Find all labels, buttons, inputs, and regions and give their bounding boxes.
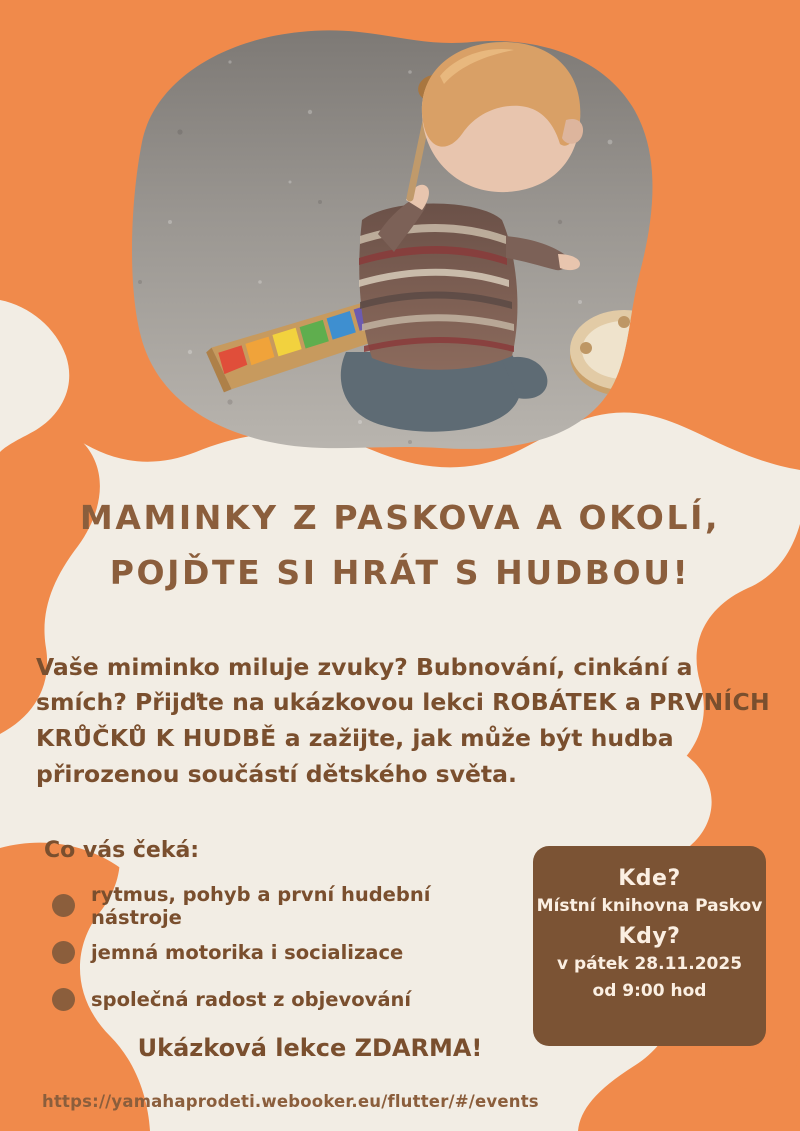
body-part-2: a	[616, 688, 650, 717]
body-part-3: a zažijte, jak může být hudba přirozenou součástí dětského světa.	[36, 723, 674, 788]
headline-line-1: MAMINKY Z PASKOVA A OKOLÍ,	[79, 498, 721, 537]
list-item-label: jemná motorika i socializace	[91, 941, 404, 964]
list-item-label: rytmus, pohyb a první hudební nástroje	[91, 882, 431, 929]
bullet-dot-icon	[52, 941, 75, 964]
where-value: Místní knihovna Paskov	[536, 896, 763, 916]
body-part-1: Vaše miminko miluje zvuky? Bubnování, cinkání a smích? Přijďte na ukázkovou lekci	[36, 652, 693, 717]
list-item	[52, 929, 522, 976]
when-label: Kdy?	[618, 923, 681, 949]
registration-url[interactable]: https://yamahaprodeti.webooker.eu/flutter/#/events	[42, 1092, 539, 1111]
body-emphasis-1: ROBÁTEK	[492, 688, 617, 717]
body-paragraph	[36, 650, 776, 793]
bullet-dot-icon	[52, 988, 75, 1011]
where-label: Kde?	[618, 866, 681, 891]
list-heading: Co vás čeká:	[44, 838, 200, 863]
benefits-list	[52, 882, 522, 1023]
bullet-dot-icon	[52, 894, 75, 917]
free-lesson-callout: Ukázková lekce ZDARMA!	[137, 1034, 483, 1062]
when-value-date: v pátek 28.11.2025	[556, 953, 743, 974]
baby-playing-xylophone-photo	[110, 22, 670, 454]
page-title	[0, 490, 800, 601]
list-item	[52, 976, 522, 1023]
headline-line-2: POJĎTE SI HRÁT S HUDBOU!	[109, 553, 691, 593]
list-item	[52, 882, 522, 929]
list-item-label: společná radost z objevování	[91, 988, 412, 1011]
body-emphasis-2: PRVNÍCH KRŮČKŮ K HUDBĚ	[36, 688, 770, 752]
when-value-time: od 9:00 hod	[592, 980, 707, 1001]
photo-container	[110, 22, 670, 454]
event-info-box	[533, 846, 766, 1046]
